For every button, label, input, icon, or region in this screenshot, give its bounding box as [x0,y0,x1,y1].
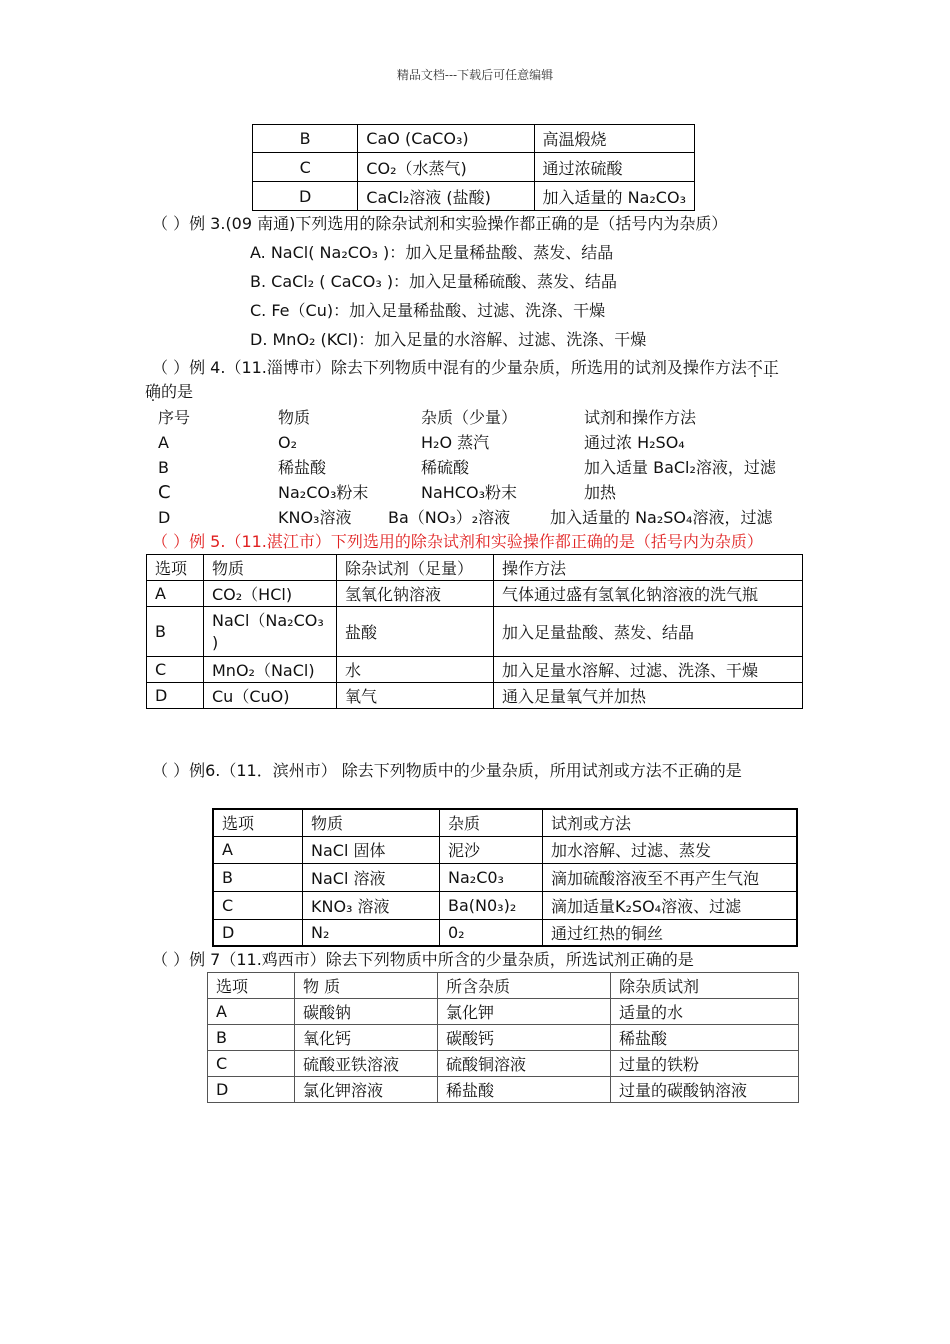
ex4-row-d: D KNO₃溶液 Ba（NO₃）₂溶液 加入适量的 Na₂SO₄溶液，过滤 [158,508,773,527]
table-row: C CO₂（水蒸气) 通过浓硫酸 [253,153,695,182]
ex4-row-b: B 稀盐酸 稀硫酸 加入适量 BaCl₂溶液，过滤 [158,458,776,477]
table-row: C MnO₂（NaCl) 水 加入足量水溶解、过滤、洗涤、干燥 [147,657,803,683]
ex3-option-b: B. CaCl₂ ( CaCO₃ )：加入足量稀硫酸、蒸发、结晶 [250,272,618,291]
ex7-question: （ ）例 7（11.鸡西市）除去下列物质中所含的少量杂质，所选试剂正确的是 [152,950,694,969]
ex6-question: （ ）例6.（11．滨州市） 除去下列物质中的少量杂质，所用试剂或方法不正确的是 [152,761,742,780]
page-header: 精品文档---下载后可任意编辑 [396,68,554,82]
emphasis-char: 确 [145,382,162,401]
table-row: C 硫酸亚铁溶液 硫酸铜溶液 过量的铁粉 [208,1051,799,1077]
table-row: 选项 物质 杂质 试剂或方法 [213,809,797,836]
ex4-question-line2: 确的是 [145,382,194,401]
table-row: 选项 物质 除杂试剂（足量） 操作方法 [147,555,803,581]
table-row: A CO₂（HCl) 氢氧化钠溶液 气体通过盛有氢氧化钠溶液的洗气瓶 [147,581,803,607]
table-row: C KNO₃ 溶液 Ba(N0₃)₂ 滴加适量K₂SO₄溶液、过滤 [213,891,797,919]
table-row: B NaCl（Na₂CO₃ ) 盐酸 加入足量盐酸、蒸发、结晶 [147,607,803,657]
table-row: 选项 物 质 所含杂质 除杂质试剂 [208,973,799,999]
ex3-option-c: C. Fe（Cu)：加入足量稀盐酸、过滤、洗涤、干燥 [250,301,606,320]
table-row: A NaCl 固体 泥沙 加水溶解、过滤、蒸发 [213,836,797,863]
table-row: A 碳酸钠 氯化钾 适量的水 [208,999,799,1025]
table-row: D N₂ 0₂ 通过红热的铜丝 [213,919,797,946]
table-ex5 [146,554,803,709]
table-ex6 [212,808,798,947]
table-row: D Cu（CuO) 氧气 通入足量氧气并加热 [147,683,803,709]
ex5-question: （ ）例 5.（11.湛江市）下列选用的除杂试剂和实验操作都正确的是（括号内为杂质） [152,532,763,551]
table-top [252,124,695,211]
table-row: B CaO (CaCO₃) 高温煅烧 [253,125,695,153]
table-row: D CaCl₂溶液 (盐酸) 加入适量的 Na₂CO₃ [253,182,695,211]
table-ex7 [207,972,799,1103]
table-row: B 氧化钙 碳酸钙 稀盐酸 [208,1025,799,1051]
emphasis-char: 不 [746,358,763,377]
ex3-question: （ ）例 3.(09 南通)下列选用的除杂试剂和实验操作都正确的是（括号内为杂质） [152,214,728,233]
table-row: B NaCl 溶液 Na₂C0₃ 滴加硫酸溶液至不再产生气泡 [213,863,797,891]
ex4-row-header: 序号 物质 杂质（少量） 试剂和操作方法 [158,408,697,427]
emphasis-char: 正 [762,358,779,377]
ex4-row-c: C Na₂CO₃粉末 NaHCO₃粉末 加热 [158,482,617,503]
table-row: D 氯化钾溶液 稀盐酸 过量的碳酸钠溶液 [208,1077,799,1103]
ex3-option-a: A. NaCl( Na₂CO₃ )：加入足量稀盐酸、蒸发、结晶 [250,243,614,262]
ex3-option-d: D. MnO₂ (KCl)：加入足量的水溶解、过滤、洗涤、干燥 [250,330,647,349]
ex4-question-line1: （ ）例 4.（11.淄博市）除去下列物质中混有的少量杂质，所选用的试剂及操作方法不正 [152,358,779,377]
ex4-row-a: A O₂ H₂O 蒸汽 通过浓 H₂SO₄ [158,433,685,452]
